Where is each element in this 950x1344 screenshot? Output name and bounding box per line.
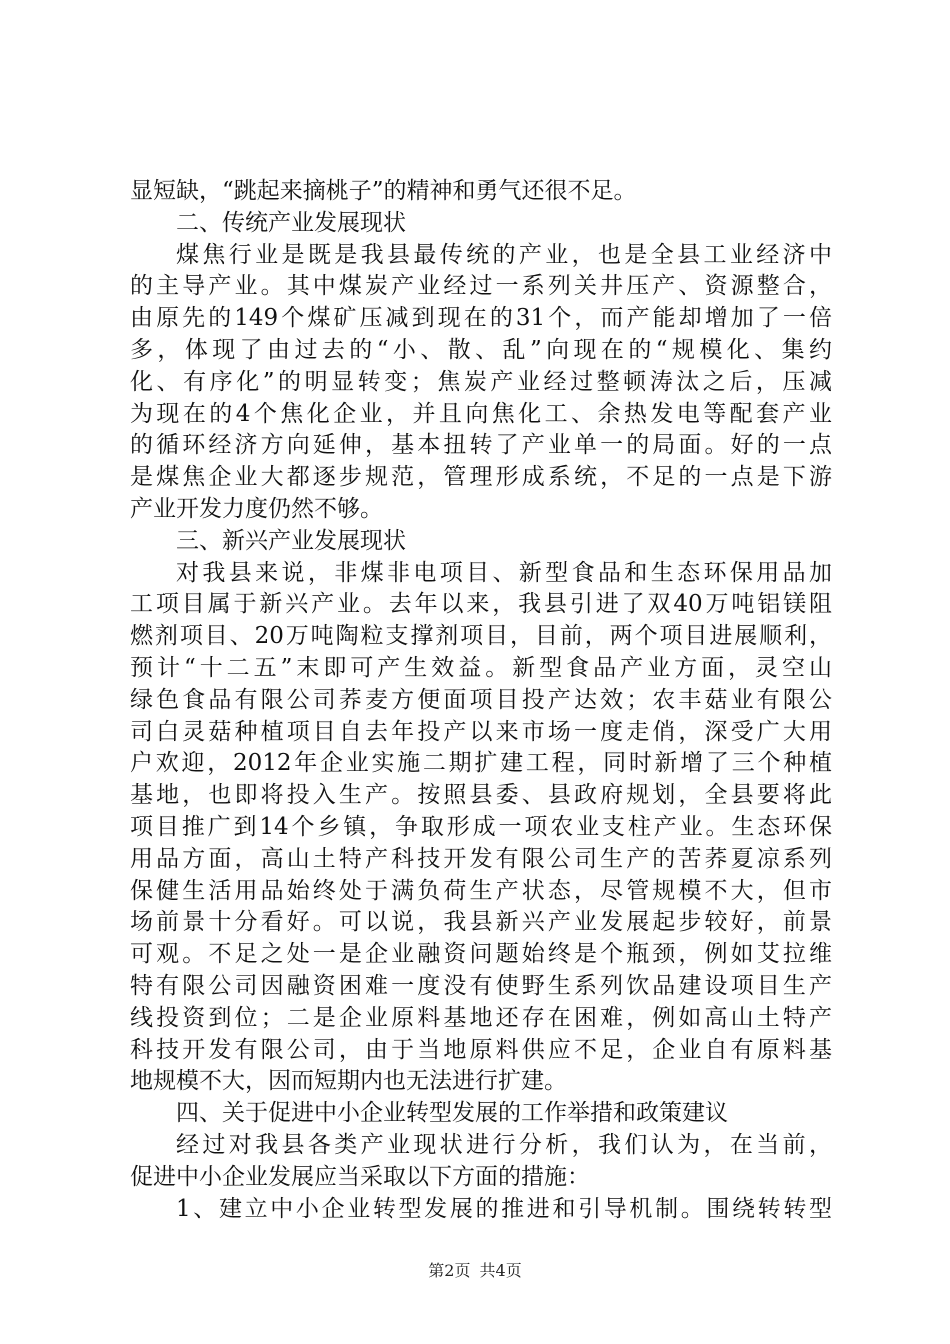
text-line: 绿色食品有限公司荞麦方便面项目投产达效；农丰菇业有限公 bbox=[130, 686, 832, 713]
text-line: 场前景十分看好。可以说，我县新兴产业发展起步较好，前景 bbox=[130, 909, 832, 936]
text-line: 经过对我县各类产业现状进行分析，我们认为，在当前， bbox=[176, 1131, 832, 1158]
page-number: 第2页 bbox=[428, 1261, 471, 1280]
text-line: 科技开发有限公司，由于当地原料供应不足，企业自有原料基 bbox=[130, 1036, 832, 1063]
section-heading: 四、关于促进中小企业转型发展的工作举措和政策建议 bbox=[176, 1100, 728, 1127]
text-line: 保健生活用品始终处于满负荷生产状态，尽管规模不大，但市 bbox=[130, 877, 832, 904]
text-line: 促进中小企业发展应当采取以下方面的措施： bbox=[130, 1163, 590, 1190]
text-line: 显短缺，“跳起来摘桃子”的精神和勇气还很不足。 bbox=[130, 178, 637, 204]
text-line: 为现在的4个焦化企业，并且向焦化工、余热发电等配套产业 bbox=[130, 400, 832, 427]
page-footer bbox=[0, 1258, 950, 1281]
text-line: 煤焦行业是既是我县最传统的产业，也是全县工业经济中 bbox=[176, 241, 832, 268]
text-line: 1、建立中小企业转型发展的推进和引导机制。围绕转转型 bbox=[176, 1195, 832, 1222]
text-line: 是煤焦企业大都逐步规范，管理形成系统，不足的一点是下游 bbox=[130, 464, 832, 491]
text-line: 线投资到位；二是企业原料基地还存在困难，例如高山土特产 bbox=[130, 1004, 832, 1031]
document-body bbox=[130, 176, 832, 1225]
text-line: 基地，也即将投入生产。按照县委、县政府规划，全县要将此 bbox=[130, 782, 832, 809]
text-line: 预计“十二五”末即可产生效益。新型食品产业方面，灵空山 bbox=[130, 654, 832, 681]
text-line: 多，体现了由过去的“小、散、乱”向现在的“规模化、集约 bbox=[130, 336, 832, 363]
text-line: 工项目属于新兴产业。去年以来，我县引进了双40万吨铝镁阻 bbox=[130, 591, 832, 618]
text-line: 项目推广到14个乡镇，争取形成一项农业支柱产业。生态环保 bbox=[130, 813, 832, 840]
text-line: 的循环经济方向延伸，基本扭转了产业单一的局面。好的一点 bbox=[130, 432, 832, 459]
section-heading: 三、新兴产业发展现状 bbox=[176, 527, 406, 554]
section-heading: 二、传统产业发展现状 bbox=[176, 209, 406, 236]
text-line: 户欢迎，2012年企业实施二期扩建工程，同时新增了三个种植 bbox=[130, 750, 832, 777]
text-line: 产业开发力度仍然不够。 bbox=[130, 495, 383, 522]
text-line: 由原先的149个煤矿压减到现在的31个，而产能却增加了一倍 bbox=[130, 305, 832, 332]
text-line: 的主导产业。其中煤炭产业经过一系列关井压产、资源整合， bbox=[130, 273, 832, 300]
text-line: 特有限公司因融资困难一度没有使野生系列饮品建设项目生产 bbox=[130, 972, 832, 999]
text-line: 用品方面，高山土特产科技开发有限公司生产的苦荞夏凉系列 bbox=[130, 845, 832, 872]
text-line: 燃剂项目、20万吨陶粒支撑剂项目，目前，两个项目进展顺利， bbox=[130, 623, 832, 650]
text-line: 可观。不足之处一是企业融资问题始终是个瓶颈，例如艾拉维 bbox=[130, 941, 832, 968]
text-line: 化、有序化”的明显转变；焦炭产业经过整顿涛汰之后，压减 bbox=[130, 368, 832, 395]
page-total: 共4页 bbox=[479, 1261, 522, 1280]
text-line: 对我县来说，非煤非电项目、新型食品和生态环保用品加 bbox=[176, 559, 832, 586]
text-line: 司白灵菇种植项目自去年投产以来市场一度走俏，深受广大用 bbox=[130, 718, 832, 745]
text-line: 地规模不大，因而短期内也无法进行扩建。 bbox=[130, 1068, 567, 1095]
